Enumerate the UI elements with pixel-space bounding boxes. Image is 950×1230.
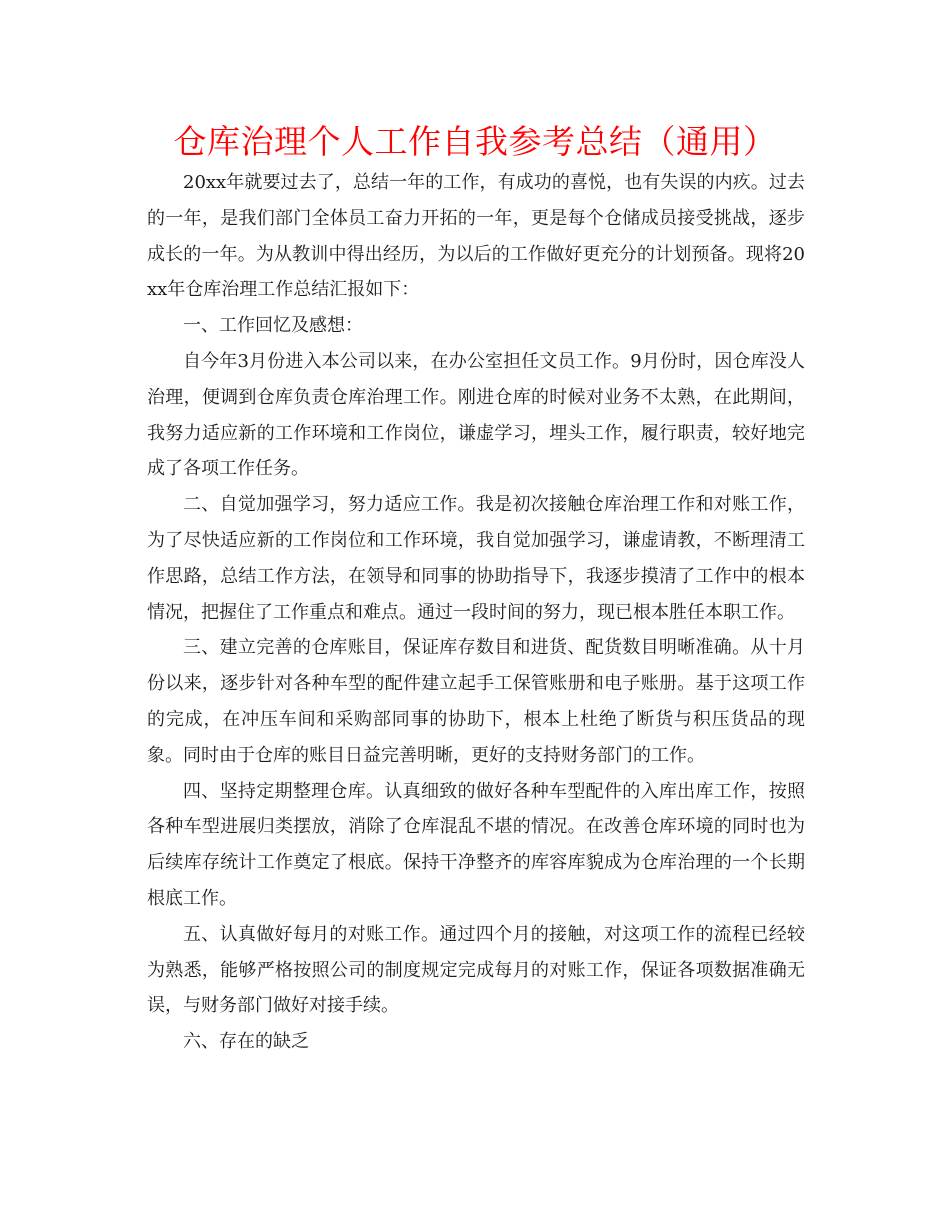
paragraph-section-5: 五、认真做好每月的对账工作。通过四个月的接触，对这项工作的流程已经较为熟悉，能够严格按照公司的制度规定完成每月的对账工作，保证各项数据准确无误，与财务部门做好对接手续。	[147, 923, 805, 1017]
paragraph-intro: 20xx年就要过去了，总结一年的工作，有成功的喜悦，也有失误的内疚。过去的一年，是我们部门全体员工奋力开拓的一年，更是每个仓储成员接受挑战，逐步成长的一年。为从教训中得出经历，为以后的工作做好更充分的计划预备。现将20xx年仓库治理工作总结汇报如下：	[147, 172, 805, 301]
paragraph-section-1-body: 自今年3月份进入本公司以来，在办公室担任文员工作。9月份时，因仓库没人治理，便调到仓库负责仓库治理工作。刚进仓库的时候对业务不太熟，在此期间，我努力适应新的工作环境和工作岗位，谦虚学习，埋头工作，履行职责，较好地完成了各项工作任务。	[147, 350, 805, 480]
paragraph-section-2: 二、自觉加强学习，努力适应工作。我是初次接触仓库治理工作和对账工作，为了尽快适应新的工作岗位和工作环境，我自觉加强学习，谦虚请教，不断理清工作思路，总结工作方法，在领导和同事的协助指导下，我逐步摸清了工作中的根本情况，把握住了工作重点和难点。通过一段时间的努力，现已根本胜任本职工作。	[147, 494, 805, 623]
document-body	[147, 165, 805, 1060]
paragraph-section-3: 三、建立完善的仓库账目，保证库存数目和进货、配货数目明晰准确。从十月份以来，逐步针对各种车型的配件建立起手工保管账册和电子账册。基于这项工作的完成，在冲压车间和采购部同事的协助下，根本上杜绝了断货与积压货品的现象。同时由于仓库的账目日益完善明晰，更好的支持财务部门的工作。	[147, 637, 805, 766]
paragraph-section-1-heading: 一、工作回忆及感想：	[183, 315, 363, 337]
paragraph-section-6-heading: 六、存在的缺乏	[183, 1031, 309, 1053]
paragraph-section-4: 四、坚持定期整理仓库。认真细致的做好各种车型配件的入库出库工作，按照各种车型进展归类摆放，消除了仓库混乱不堪的情况。在改善仓库环境的同时也为后续库存统计工作奠定了根底。保持干净整齐的库容库貌成为仓库治理的一个长期根底工作。	[147, 780, 805, 909]
document-title: 仓库治理个人工作自我参考总结（通用）	[173, 122, 777, 161]
